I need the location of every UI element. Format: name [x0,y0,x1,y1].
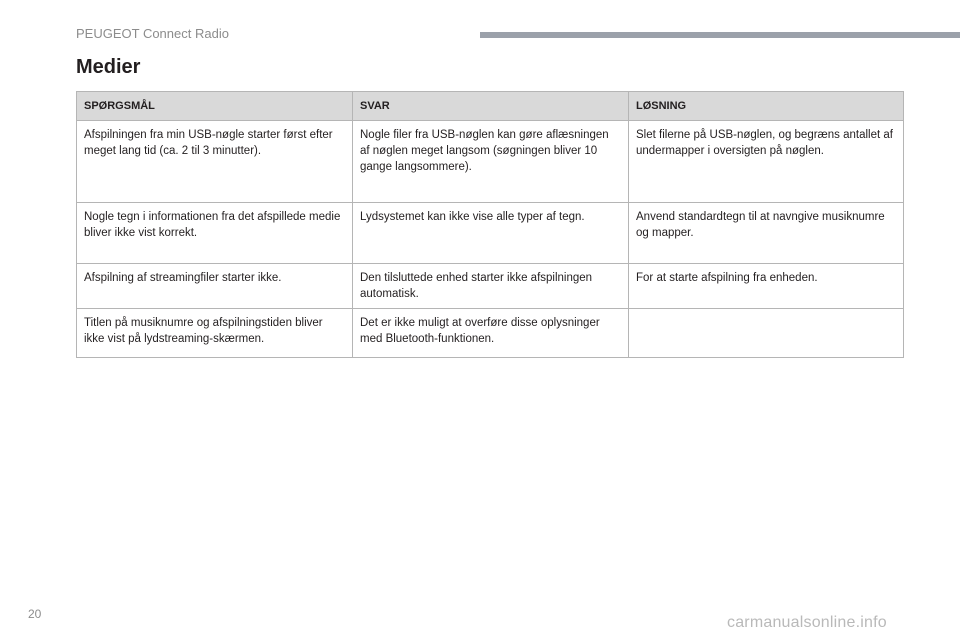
faq-table [76,91,904,358]
column-header-answer: SVAR [353,92,629,121]
table-header-row [77,92,904,121]
page-number: 20 [28,607,42,621]
question-cell: Afspilningen fra min USB-nøgle starter først efter meget lang tid (ca. 2 til 3 minutter). [77,121,353,203]
column-header-question: SPØRGSMÅL [77,92,353,121]
running-header: PEUGEOT Connect Radio [76,26,229,41]
column-header-solution: LØSNING [629,92,904,121]
question-cell: Afspilning af streamingfiler starter ikke. [77,264,353,309]
watermark-link[interactable]: carmanualsonline.info [727,614,887,631]
solution-cell: Slet filerne på USB-nøglen, og begræns antallet af undermapper i oversigten på nøglen. [629,121,904,203]
page-title: Medier [76,56,141,78]
answer-cell: Den tilsluttede enhed starter ikke afspilningen automatisk. [353,264,629,309]
header-rule [480,32,960,38]
solution-cell: Anvend standardtegn til at navngive musiknumre og mapper. [629,203,904,264]
question-cell: Titlen på musiknumre og afspilningstiden bliver ikke vist på lydstreaming-skærmen. [77,309,353,358]
question-cell: Nogle tegn i informationen fra det afspillede medie bliver ikke vist korrekt. [77,203,353,264]
table-row [77,203,904,264]
solution-cell [629,309,904,358]
table-row [77,309,904,358]
answer-cell: Det er ikke muligt at overføre disse oplysninger med Bluetooth-funktionen. [353,309,629,358]
solution-cell: For at starte afspilning fra enheden. [629,264,904,309]
answer-cell: Nogle filer fra USB-nøglen kan gøre aflæsningen af nøglen meget langsom (søgningen bliver 10 gange langsommere). [353,121,629,203]
answer-cell: Lydsystemet kan ikke vise alle typer af tegn. [353,203,629,264]
table-row [77,121,904,203]
table-row [77,264,904,309]
